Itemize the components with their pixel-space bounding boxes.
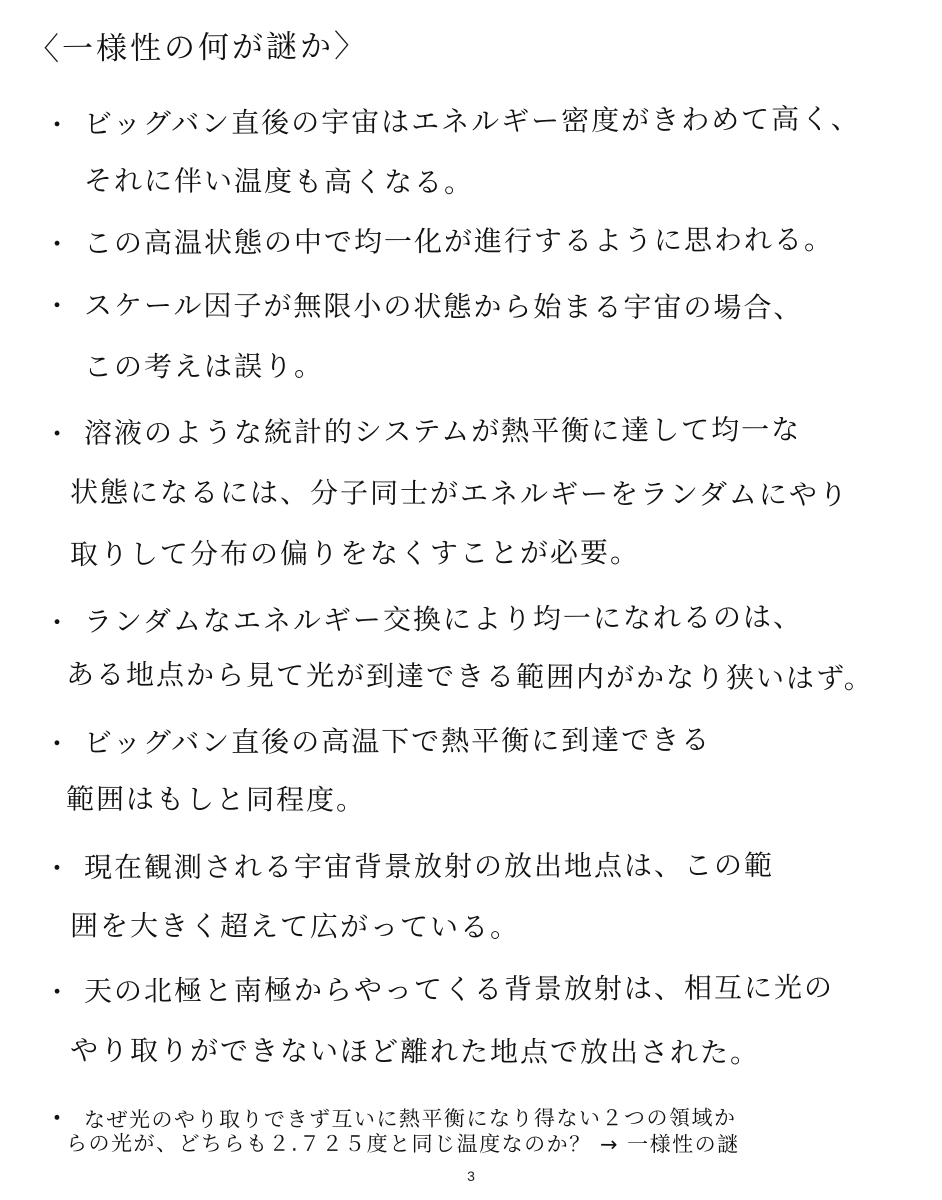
note-text-10: ある地点から見て光が到達できる範囲内がかなり狭いはず。 (65, 657, 874, 696)
note-line-14 (70, 904, 520, 946)
note-text-5: この考えは誤り。 (83, 349, 325, 384)
note-line-9 (44, 595, 803, 640)
note-text-6: 溶液のような統計的システムが熱平衡に達して均一な (83, 413, 802, 450)
note-line-7 (70, 471, 849, 514)
bullet-2: ・ (43, 229, 73, 261)
note-text-3: この高温状態の中で均一化が進行するように思われる。 (83, 222, 835, 260)
note-text-18: らの光が、どちらも２.７２５度と同じ温度なのか？ → 一様性の謎 (65, 1131, 740, 1157)
page-number: 3 (467, 1168, 475, 1184)
note-line-8 (70, 531, 640, 573)
note-text-2: それに伴い温度も高くなる。 (83, 163, 475, 200)
note-text-7: 状態になるには、分子同士がエネルギーをランダムにやり (69, 475, 849, 512)
bullet-1: ・ (43, 110, 73, 141)
note-text-11: ビッグバン直後の高温下で熱平衡に到達できる (83, 723, 712, 760)
note-line-3 (44, 218, 834, 262)
note-line-1 (44, 97, 861, 143)
note-text-9: ランダムなエネルギー交換により均一になれるのは、 (83, 600, 804, 639)
page-heading: 〈一様性の何が謎か〉 (27, 28, 369, 68)
note-line-13 (44, 844, 774, 887)
bullet-6: ・ (43, 729, 73, 760)
note-line-12 (66, 777, 366, 818)
note-text-4: スケール因子が無限小の状態から始まる宇宙の場合、 (83, 288, 804, 325)
bullet-7: ・ (43, 854, 73, 885)
note-line-10 (66, 653, 874, 697)
note-text-13: 現在観測される宇宙背景放射の放出地点は、この範 (83, 848, 775, 885)
note-line-18 (66, 1127, 740, 1158)
note-line-6 (44, 408, 801, 452)
bullet-3: ・ (43, 291, 73, 322)
bullet-5: ・ (43, 608, 73, 639)
bullet-8: ・ (43, 977, 73, 1009)
note-text-1: ビッグバン直後の宇宙はエネルギー密度がきわめて高く、 (83, 102, 861, 141)
note-line-4 (44, 284, 804, 327)
note-text-12: 範囲はもしと同程度。 (65, 782, 367, 817)
bullet-4: ・ (43, 419, 73, 450)
note-text-17: なぜ光のやり取りできず互いに熱平衡になり得ない２つの領域か (83, 1105, 737, 1133)
note-line-15 (44, 966, 834, 1010)
note-line-11 (44, 718, 711, 761)
note-text-15: 天の北極と南極からやってくる背景放射は、相互に光の (83, 970, 835, 1008)
note-line-16 (70, 1029, 760, 1071)
note-line-2 (84, 159, 474, 201)
note-text-16: やり取りができないほど離れた地点で放出された。 (69, 1033, 761, 1070)
bullet-9: ・ (43, 1104, 72, 1135)
note-line-5 (84, 345, 324, 386)
note-text-14: 囲を大きく超えて広がっている。 (69, 909, 521, 944)
note-text-8: 取りして分布の偏りをなくすことが必要。 (69, 536, 641, 571)
